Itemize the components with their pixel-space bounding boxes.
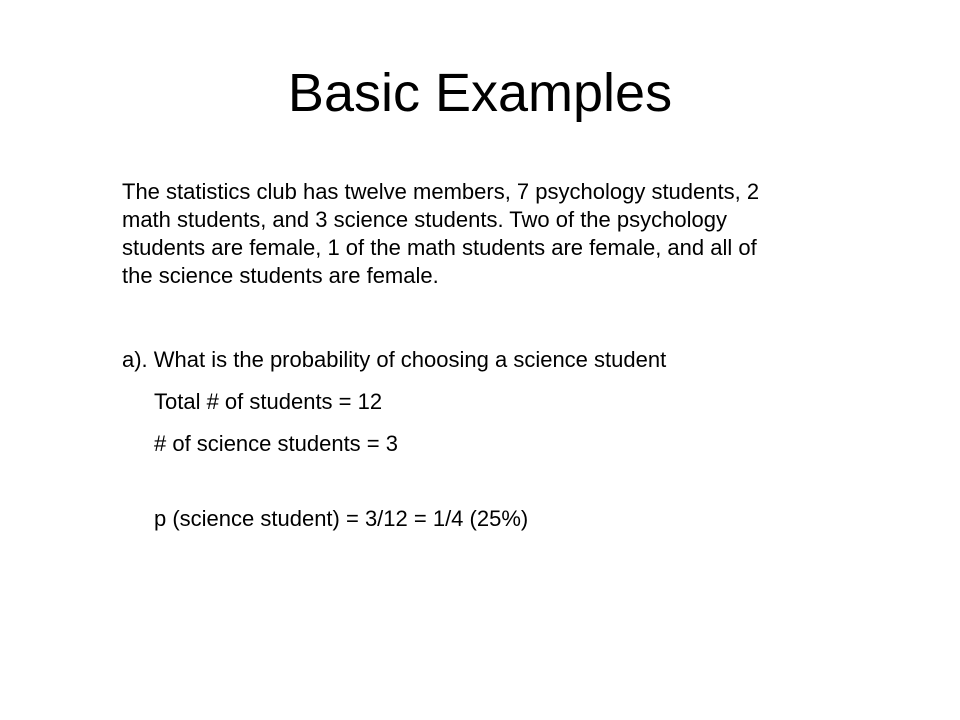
problem-statement-line: math students, and 3 science students. Two of the psychology [122,207,727,232]
science-students-line: # of science students = 3 [154,431,398,456]
problem-statement-line: The statistics club has twelve members, 7 psychology students, 2 [122,179,760,204]
problem-statement-line: the science students are female. [122,263,439,288]
problem-statement-line: students are female, 1 of the math students are female, and all of [122,235,757,260]
question-a: a). What is the probability of choosing a science student [122,347,667,372]
slide-title: Basic Examples [287,63,673,123]
total-students-line: Total # of students = 12 [154,389,383,414]
probability-answer-line: p (science student) = 3/12 = 1/4 (25%) [154,506,529,531]
problem-statement [122,178,912,290]
